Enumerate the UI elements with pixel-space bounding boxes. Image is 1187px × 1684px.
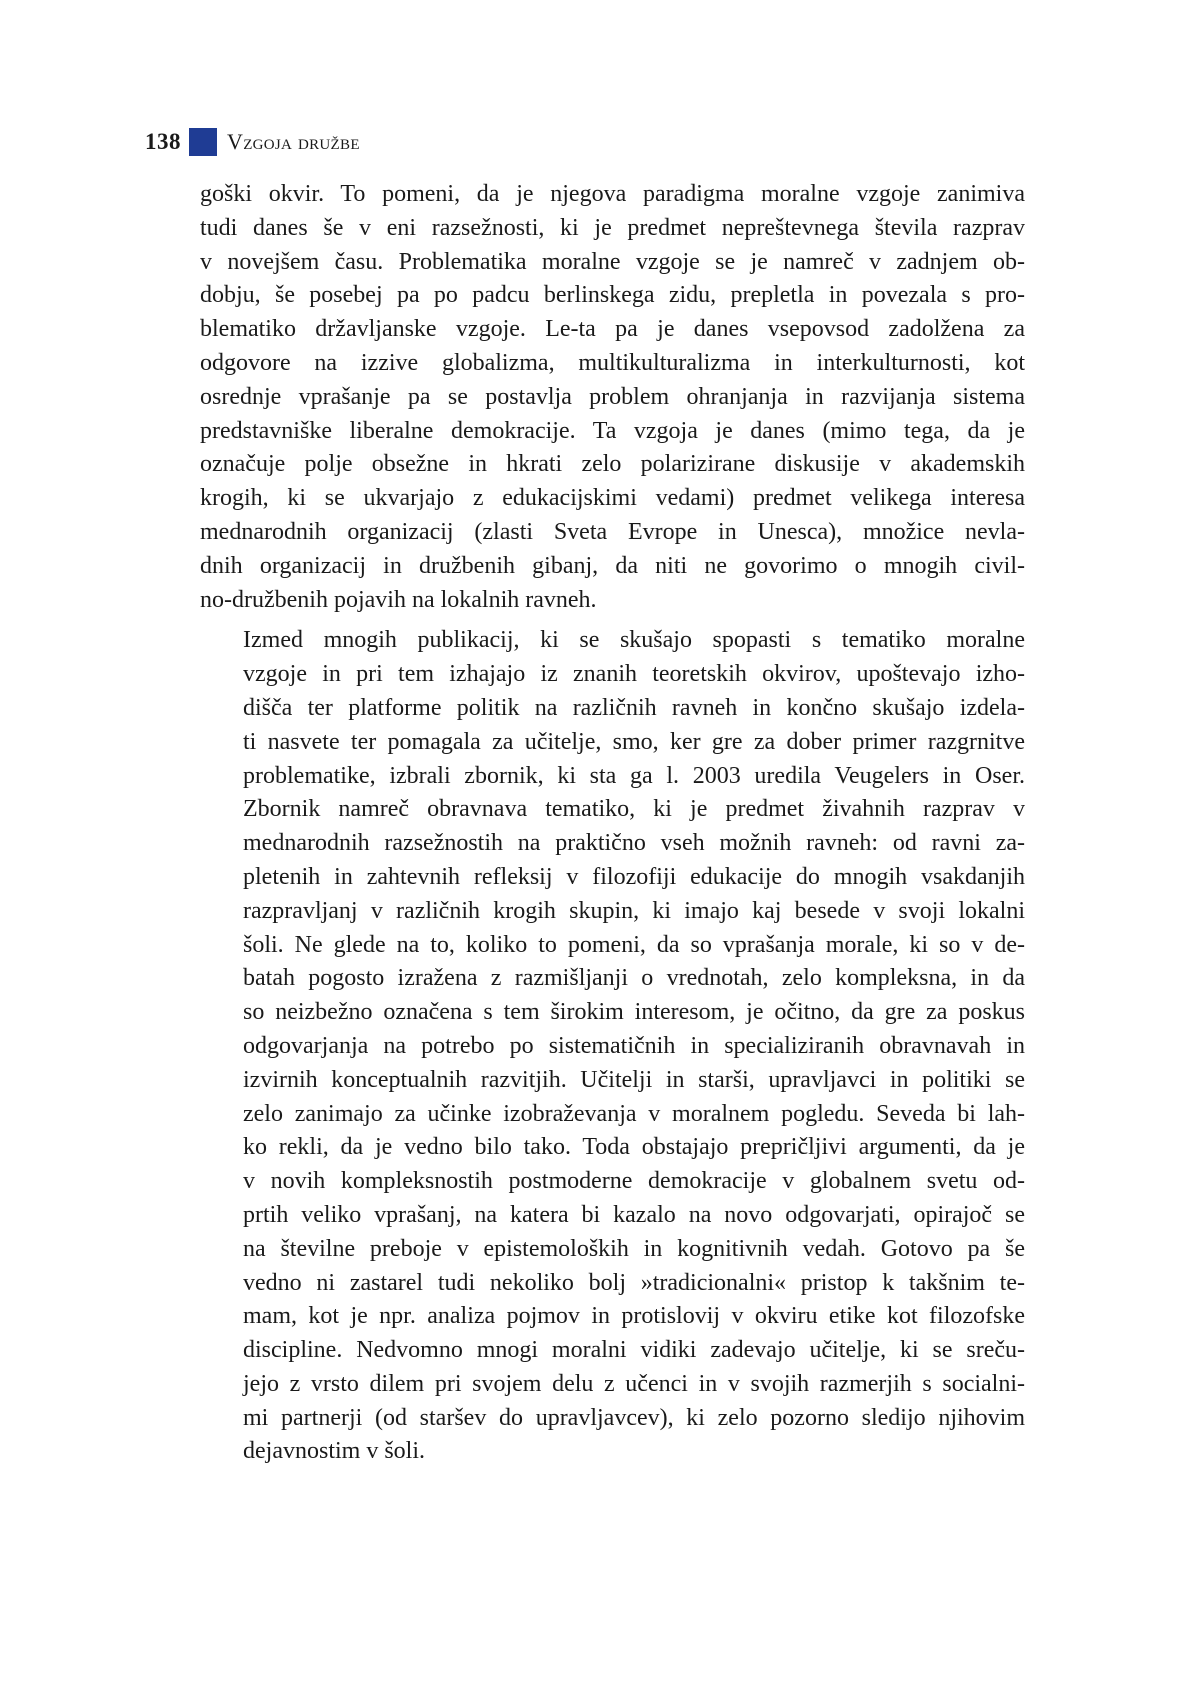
text-line: ko rekli, da je vedno bilo tako. Toda obstajajo prepričljivi argumenti, da je [243, 1134, 1025, 1161]
text-line: označuje polje obsežne in hkrati zelo polarizirane diskusije v akademskih [200, 451, 1025, 478]
page-number: 138 [145, 129, 181, 154]
text-line: mednarodnih organizacij (zlasti Sveta Evrope in Unesca), množice nevla- [200, 518, 1025, 545]
text-line: odgovarjanja na potrebo po sistematičnih in specializiranih obravnavah in [243, 1032, 1025, 1059]
text-line: dejavnostim v šoli. [243, 1438, 425, 1465]
text-line: batah pogosto izražena z razmišljanji o vrednotah, zelo kompleksna, in da [243, 965, 1025, 992]
text-line: goški okvir. To pomeni, da je njegova paradigma moralne vzgoje zanimiva [200, 181, 1025, 207]
text-line: mam, kot je npr. analiza pojmov in protislovij v okviru etike kot filozofske [243, 1303, 1025, 1330]
body-text [200, 178, 1025, 1469]
text-line: discipline. Nedvomno mnogi moralni vidiki zadevajo učitelje, ki se sreču- [243, 1337, 1025, 1364]
text-line: predstavniške liberalne demokracije. Ta vzgoja je danes (mimo tega, da je [200, 417, 1025, 444]
text-line: jejo z vrsto dilem pri svojem delu z učenci in v svojih razmerjih s socialni- [243, 1370, 1025, 1397]
text-line: so neizbežno označena s tem širokim interesom, je očitno, da gre za poskus [243, 999, 1025, 1026]
text-line: izvirnih konceptualnih razvitjih. Učitelji in starši, upravljavci in politiki se [243, 1066, 1025, 1093]
text-line: ti nasvete ter pomagala za učitelje, smo, ker gre za dober primer razgrnitve [243, 728, 1025, 755]
text-line: na številne preboje v epistemoloških in kognitivnih vedah. Gotovo pa še [243, 1235, 1025, 1262]
text-line: vzgoje in pri tem izhajajo iz znanih teoretskih okvirov, upoštevajo izho- [243, 661, 1025, 688]
text-line: problematike, izbrali zbornik, ki sta ga l. 2003 uredila Veugelers in Oser. [243, 762, 1025, 789]
text-line: blematiko državljanske vzgoje. Le-ta pa je danes vsepovsod zadolžena za [200, 316, 1025, 343]
text-line: v novejšem času. Problematika moralne vzgoje se je namreč v zadnjem ob- [200, 248, 1025, 275]
text-line: vedno ni zastarel tudi nekoliko bolj »tradicionalni« pristop k takšnim te- [243, 1269, 1025, 1296]
text-line: no-družbenih pojavih na lokalnih ravneh. [200, 586, 597, 613]
text-line: šoli. Ne glede na to, koliko to pomeni, da so vprašanja morale, ki so v de- [243, 931, 1025, 958]
text-line: pletenih in zahtevnih refleksij v filozofiji edukacije do mnogih vsakdanjih [243, 863, 1025, 890]
text-line: dobju, še posebej pa po padcu berlinskega zidu, prepletla in povezala s pro- [200, 282, 1025, 309]
text-line: dnih organizacij in družbenih gibanj, da niti ne govorimo o mnogih civil- [200, 552, 1025, 579]
paragraph-2 [200, 624, 1025, 1469]
text-line: prtih veliko vprašanj, na katera bi kazalo na novo odgovarjati, opirajoč se [243, 1201, 1025, 1228]
paragraph-1 [200, 178, 1025, 617]
text-line: mednarodnih razsežnostih na praktično vseh možnih ravneh: od ravni za- [243, 830, 1025, 857]
text-line: zelo zanimajo za učinke izobraževanja v moralnem pogledu. Seveda bi lah- [243, 1100, 1025, 1127]
text-line: Zbornik namreč obravnava tematiko, ki je predmet živahnih razprav v [243, 796, 1025, 823]
text-line: mi partnerji (od staršev do upravljavcev), ki zelo pozorno sledijo njihovim [243, 1404, 1025, 1431]
text-line: v novih kompleksnostih postmoderne demokracije v globalnem svetu od- [243, 1168, 1025, 1195]
running-head-title: Vzgoja družbe [227, 129, 360, 154]
text-line: odgovore na izzive globalizma, multikulturalizma in interkulturnosti, kot [200, 349, 1025, 376]
running-head [145, 126, 360, 158]
text-line: razpravljanj v različnih krogih skupin, ki imajo kaj besede v svoji lokalni [243, 897, 1025, 924]
section-marker-square [189, 128, 217, 156]
text-line: Izmed mnogih publikacij, ki se skušajo spopasti s tematiko moralne [243, 627, 1025, 654]
text-line: osrednje vprašanje pa se postavlja problem ohranjanja in razvijanja sistema [200, 383, 1025, 410]
text-line: krogih, ki se ukvarjajo z edukacijskimi vedami) predmet velikega interesa [200, 485, 1025, 512]
text-line: dišča ter platforme politik na različnih ravneh in končno skušajo izdela- [243, 694, 1025, 721]
text-line: tudi danes še v eni razsežnosti, ki je predmet nepreštevnega števila razprav [200, 214, 1025, 241]
